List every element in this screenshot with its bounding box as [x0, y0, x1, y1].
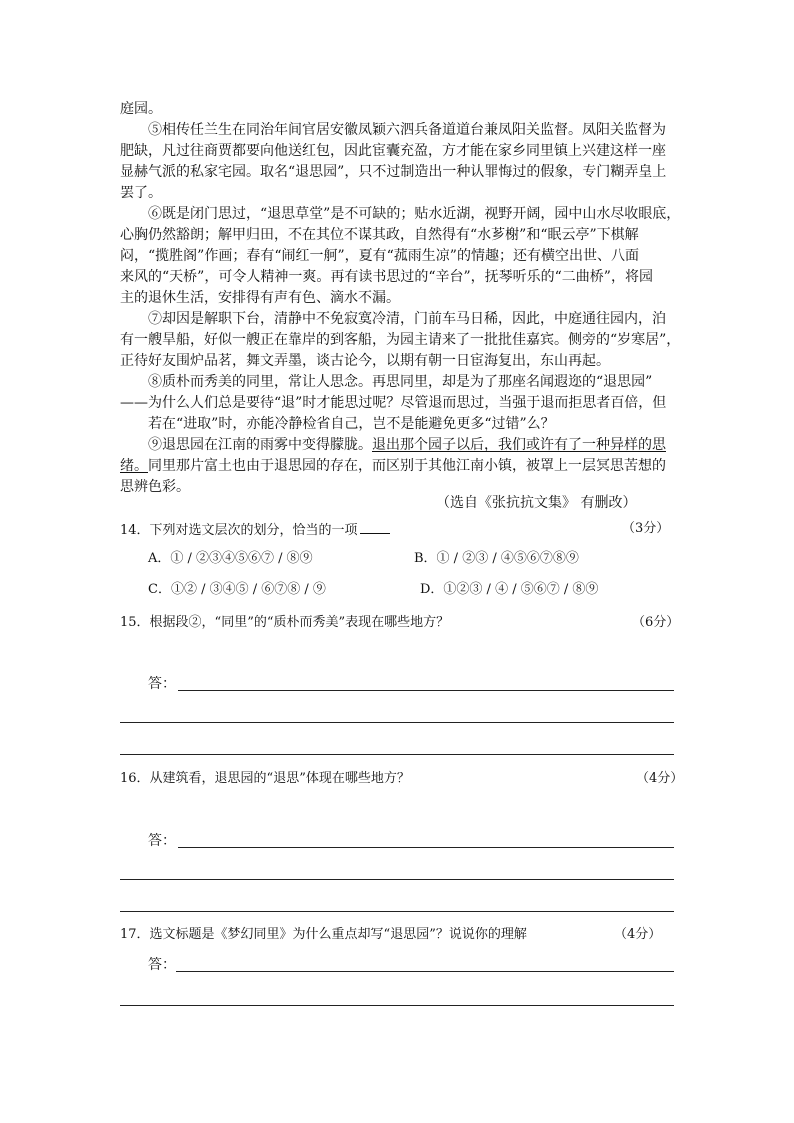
question-score: （4分） — [614, 927, 662, 942]
passage-line: ⑥既是闭门思过，“退思草堂”是不可缺的；贴水近湖，视野开阔，园中山水尽收眼底， — [148, 206, 681, 222]
option-a[interactable]: A．① / ②③④⑤⑥⑦ / ⑧⑨ — [148, 551, 313, 566]
passage-line: 罢了。 — [120, 185, 162, 201]
question-15: 15．根据段②，“同里”的“质朴而秀美”表现在哪些地方？ — [120, 615, 450, 630]
option-d[interactable]: D．①②③ / ④ / ⑤⑥⑦ / ⑧⑨ — [420, 582, 599, 597]
answer-line[interactable] — [120, 722, 674, 723]
question-14 — [120, 521, 390, 539]
passage-line — [120, 458, 680, 474]
option-c[interactable]: C．①② / ③④⑤ / ⑥⑦⑧ / ⑨ — [148, 582, 326, 597]
answer-line[interactable] — [120, 1005, 674, 1006]
passage-line: 庭园。 — [120, 101, 162, 117]
answer-line[interactable] — [178, 690, 674, 691]
passage-line: 若在“进取”时，亦能冷静检省自己，岂不是能避免更多“过错”么？ — [148, 416, 555, 432]
answer-line[interactable] — [120, 911, 674, 912]
passage-line: ⑦却因是解职下台，清静中不免寂寞冷清，门前车马日稀，因此，中庭通往园内，泊 — [148, 311, 666, 327]
passage-line: 有一艘旱船，好似一艘正在靠岸的到客船，为园主请来了一批批佳嘉宾。侧旁的“岁寒居”， — [120, 332, 681, 348]
passage-text: ⑨退思园在江南的雨雾中变得朦胧。 — [148, 437, 372, 453]
passage-text: 同里那片富土也由于退思园的存在，而区别于其他江南小镇，被罩上一层冥思苦想的 — [148, 458, 666, 474]
underlined-sentence: 退出那个园子以后，我们或许有了一种异样的思 — [372, 437, 666, 453]
passage-line: 来风的“天桥”，可令人精神一爽。再有读书思过的“辛台”，抚琴听乐的“二曲桥”，将园 — [120, 269, 653, 285]
passage-line: 主的退休生活，安排得有声有色、滴水不漏。 — [120, 290, 400, 306]
answer-label: 答： — [148, 833, 176, 849]
source-citation: （选自《张抗抗文集》 有删改） — [436, 495, 637, 511]
passage-line: 正待好友围炉品茗，舞文弄墨，谈古论今，以期有朝一日宦海复出，东山再起。 — [120, 353, 610, 369]
passage-line: ⑧质朴而秀美的同里，常让人思念。再思同里，却是为了那座名闻遐迩的“退思园” — [148, 374, 653, 390]
passage-line: 肥缺，凡过往商贾都要向他送红包，因此宦囊充盈，方才能在家乡同里镇上兴建这样一座 — [120, 143, 666, 159]
question-16: 16．从建筑看，退思园的“退思”体现在哪些地方？ — [120, 771, 410, 786]
passage-line: 思辨色彩。 — [120, 479, 190, 495]
answer-label: 答： — [148, 957, 176, 973]
answer-line[interactable] — [176, 971, 674, 972]
question-text: 14．下列对选文层次的划分，恰当的一项 — [120, 523, 358, 538]
option-b[interactable]: B．① / ②③ / ④⑤⑥⑦⑧⑨ — [414, 551, 579, 566]
question-score: （6分） — [632, 615, 680, 630]
answer-line[interactable] — [120, 879, 674, 880]
passage-line-last-para — [148, 437, 680, 453]
answer-line[interactable] — [178, 847, 674, 848]
question-17: 17．选文标题是《梦幻同里》为什么重点却写“退思园”？说说你的理解 — [120, 927, 527, 942]
passage-line: ——为什么人们总是要待“退”时才能思过呢？尽管退而思过，当强于退而拒思者百倍，但 — [120, 395, 667, 411]
question-score: （3分） — [622, 521, 670, 536]
answer-label: 答： — [148, 676, 176, 692]
answer-line[interactable] — [120, 754, 674, 755]
passage-line: 心胸仍然豁朗；解甲归田，不在其位不谋其政，自然得有“水芗榭”和“眠云亭”下棋解 — [120, 227, 639, 243]
question-score: （4分） — [636, 771, 684, 786]
passage-line: 显赫气派的私家宅园。取名“退思园”，只不过制造出一种认罪悔过的假象，专门糊弄皇上 — [120, 164, 667, 180]
underlined-sentence: 绪。 — [120, 458, 148, 474]
answer-blank[interactable] — [360, 521, 390, 534]
passage-line: ⑤相传任兰生在同治年间官居安徽凤颖六泗兵备道道台兼凤阳关监督。凤阳关监督为 — [148, 122, 666, 138]
passage-line: 闷，“揽胜阁”作画；春有“闹红一舸”，夏有“菰雨生凉”的情趣；还有横空出世、八面 — [120, 248, 639, 264]
